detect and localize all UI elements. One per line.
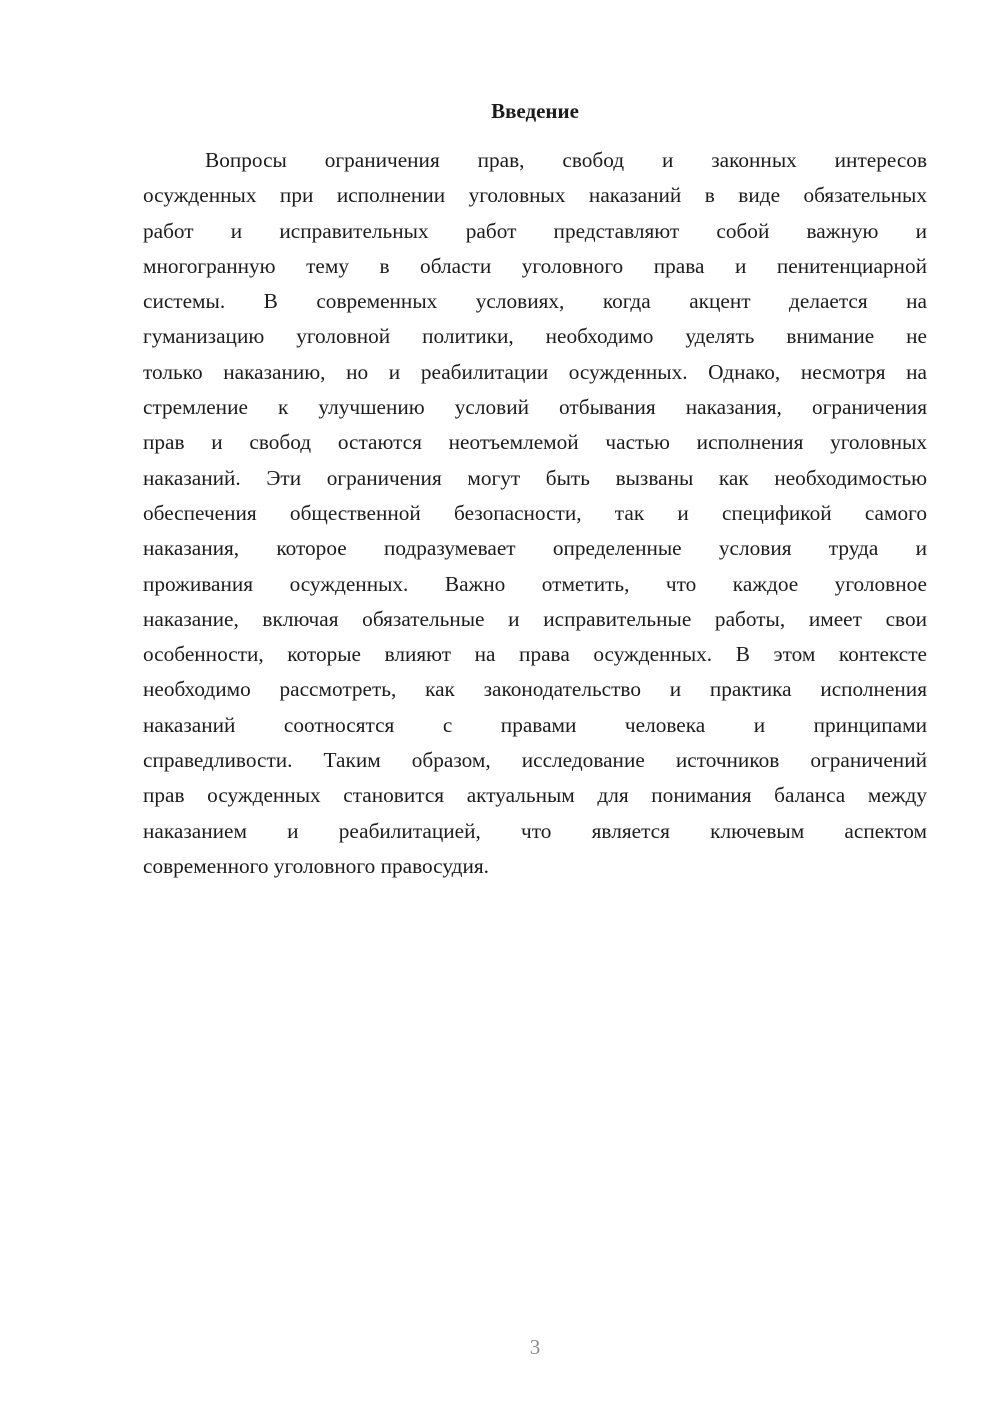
paragraph-line: Вопросы ограничения прав, свобод и законных интересов [205,148,927,172]
paragraph-line: осужденных при исполнении уголовных наказаний в виде обязательных [143,183,927,208]
paragraph-line: наказания, которое подразумевает определенные условия труда и [143,536,927,561]
paragraph-line: проживания осужденных. Важно отметить, что каждое уголовное [143,571,927,596]
paragraph-line: наказаний. Эти ограничения могут быть вызваны как необходимостью [143,465,927,490]
section-heading: Введение [491,99,579,123]
paragraph-line: прав и свобод остаются неотъемлемой частью исполнения уголовных [143,430,927,455]
paragraph-line: системы. В современных условиях, когда акцент делается на [143,289,927,314]
paragraph-line: современного уголовного правосудия. [143,853,490,878]
paragraph-line: наказанием и реабилитацией, что является ключевым аспектом [143,818,927,843]
intro-paragraph [143,143,927,884]
paragraph-line: прав осужденных становится актуальным для понимания баланса между [143,783,927,808]
paragraph-line: работ и исправительных работ представляют собой важную и [143,218,927,243]
paragraph-line: наказание, включая обязательные и исправительные работы, имеет свои [143,606,927,631]
paragraph-line: только наказанию, но и реабилитации осужденных. Однако, несмотря на [143,359,927,384]
paragraph-line: наказаний соотносятся с правами человека и принципами [143,712,927,737]
paragraph-line: обеспечения общественной безопасности, так и спецификой самого [143,500,927,525]
page-number: 3 [529,1335,541,1359]
paragraph-line: особенности, которые влияют на права осужденных. В этом контексте [143,642,927,667]
paragraph-line: справедливости. Таким образом, исследование источников ограничений [143,748,927,773]
paragraph-line: гуманизацию уголовной политики, необходимо уделять внимание не [143,324,927,349]
paragraph-line: стремление к улучшению условий отбывания наказания, ограничения [143,395,927,420]
paragraph-line: необходимо рассмотреть, как законодательство и практика исполнения [143,677,927,702]
paragraph-line: многогранную тему в области уголовного права и пенитенциарной [143,253,927,278]
